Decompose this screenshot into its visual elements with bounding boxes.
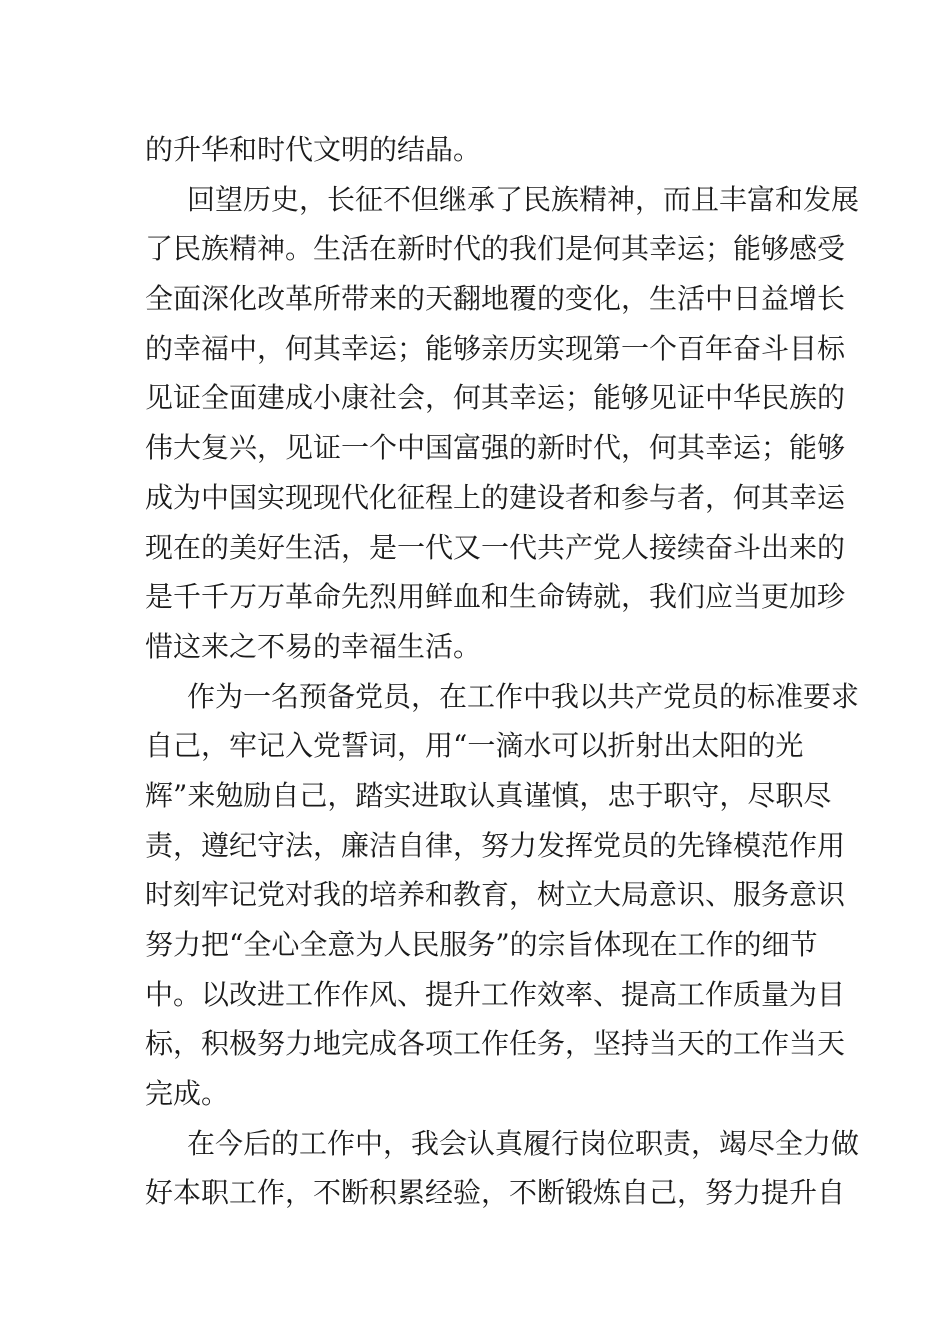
text-line: 伟大复兴，见证一个中国富强的新时代，何其幸运；能够 [145, 431, 846, 465]
text-line: 中。以改进工作作风、提升工作效率、提高工作质量为目 [145, 977, 846, 1011]
text-line: 标，积极努力地完成各项工作任务，坚持当天的工作当天 [145, 1027, 846, 1061]
paragraph-start-line: 回望历史，长征不但继承了民族精神，而且丰富和发展 [187, 182, 860, 216]
text-line: 的升华和时代文明的结晶。 [145, 133, 482, 166]
text-line: 自己，牢记入党誓词，用“一滴水可以折射出太阳的光 [145, 729, 804, 763]
text-line: 全面深化改革所带来的天翻地覆的变化，生活中日益增长 [145, 282, 846, 316]
text-line: 了民族精神。生活在新时代的我们是何其幸运；能够感受 [145, 232, 846, 266]
text-line: 惜这来之不易的幸福生活。 [145, 629, 482, 663]
paragraph-start-line: 在今后的工作中，我会认真履行岗位职责，竭尽全力做 [187, 1126, 860, 1160]
text-line: 是千千万万革命先烈用鲜血和生命铸就，我们应当更加珍 [145, 580, 846, 614]
text-line: 辉”来勉励自己，踏实进取认真谨慎，忠于职守，尽职尽 [145, 778, 832, 812]
text-line: 努力把“全心全意为人民服务”的宗旨体现在工作的细节 [145, 928, 818, 961]
body-text [145, 125, 860, 1218]
text-line: 见证全面建成小康社会，何其幸运；能够见证中华民族的 [145, 381, 846, 415]
text-line: 的幸福中，何其幸运；能够亲历实现第一个百年奋斗目标 [145, 331, 846, 365]
text-line: 完成。 [145, 1077, 230, 1111]
text-line: 时刻牢记党对我的培养和教育，树立大局意识、服务意识 [145, 878, 846, 912]
paragraph-start-line: 作为一名预备党员，在工作中我以共产党员的标准要求 [187, 679, 860, 713]
text-line: 现在的美好生活，是一代又一代共产党人接续奋斗出来的 [145, 530, 846, 564]
text-line: 好本职工作，不断积累经验，不断锻炼自己，努力提升自 [145, 1176, 846, 1210]
text-line: 成为中国实现现代化征程上的建设者和参与者，何其幸运 [145, 480, 846, 514]
text-line: 责，遵纪守法，廉洁自律，努力发挥党员的先锋模范作用 [145, 828, 846, 862]
